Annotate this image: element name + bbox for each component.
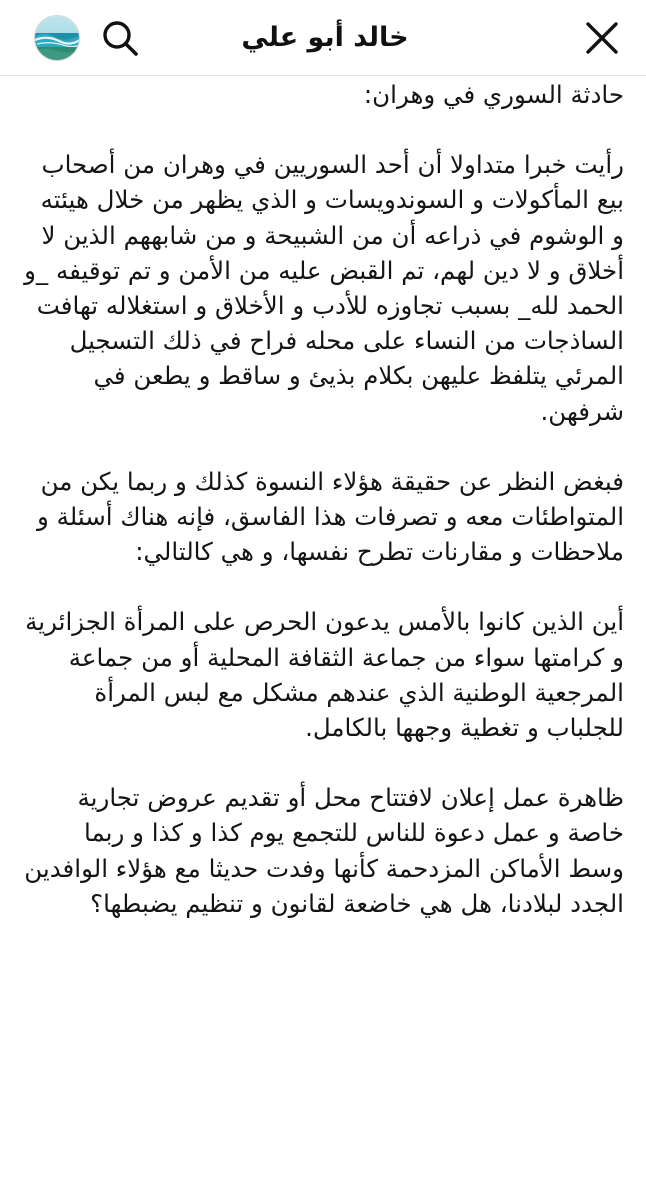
post-paragraph: ظاهرة عمل إعلان لافتتاح محل أو تقديم عروض تجارية خاصة و عمل دعوة للناس للتجمع يوم كذا و كذا و ربما وسط الأماكن المزدحمة كأنها وفدت حديثا مع هؤلاء الوافدين الجدد لبلادنا، هل هي خاضعة لقانون و تنظيم يضبطها؟ [24, 783, 624, 918]
post-body [0, 76, 646, 921]
close-button[interactable] [580, 16, 624, 60]
ocean-wave-avatar-icon [35, 16, 80, 61]
post-paragraph: رأيت خبرا متداولا أن أحد السوريين في وهران من أصحاب بيع المأكولات و السوندويسات و الذي يظهر من خلال هيئته و الوشوم في ذراعه أن من الشبيحة و من شابههم الذين لا أخلاق و لا دين لهم، تم القبض عليه من الأمن و تم توقيفه _و الحمد لله_ بسبب تجاوزه للأدب و الأخلاق و استغلاله تهافت الساذجات من النساء على محله فراح في ذلك التسجيل المرئي يتلفظ عليهن بكلام بذيئ و ساقط و يطعن في شرفهن. [24, 150, 624, 426]
page-title: خالد أبو علي [241, 22, 409, 53]
search-icon [98, 16, 142, 60]
post-paragraph: فبغض النظر عن حقيقة هؤلاء النسوة كذلك و ربما يكن من المتواطئات معه و تصرفات هذا الفاسق، فإنه هناك أسئلة و ملاحظات و مقارنات تطرح نفسها، و هي كالتالي: [36, 466, 624, 567]
close-icon [580, 16, 624, 60]
post-paragraph: أين الذين كانوا بالأمس يدعون الحرص على المرأة الجزائرية و كرامتها سواء من جماعة الثقافة المحلية أو من جماعة المرجعية الوطنية الذي عندهم مشكل مع لبس المرأة للجلباب و تغطية وجهها بالكامل. [25, 607, 624, 743]
profile-avatar[interactable] [34, 15, 80, 61]
top-bar [0, 0, 646, 76]
post-paragraph: حادثة السوري في وهران: [363, 80, 624, 109]
search-button[interactable] [98, 16, 142, 60]
